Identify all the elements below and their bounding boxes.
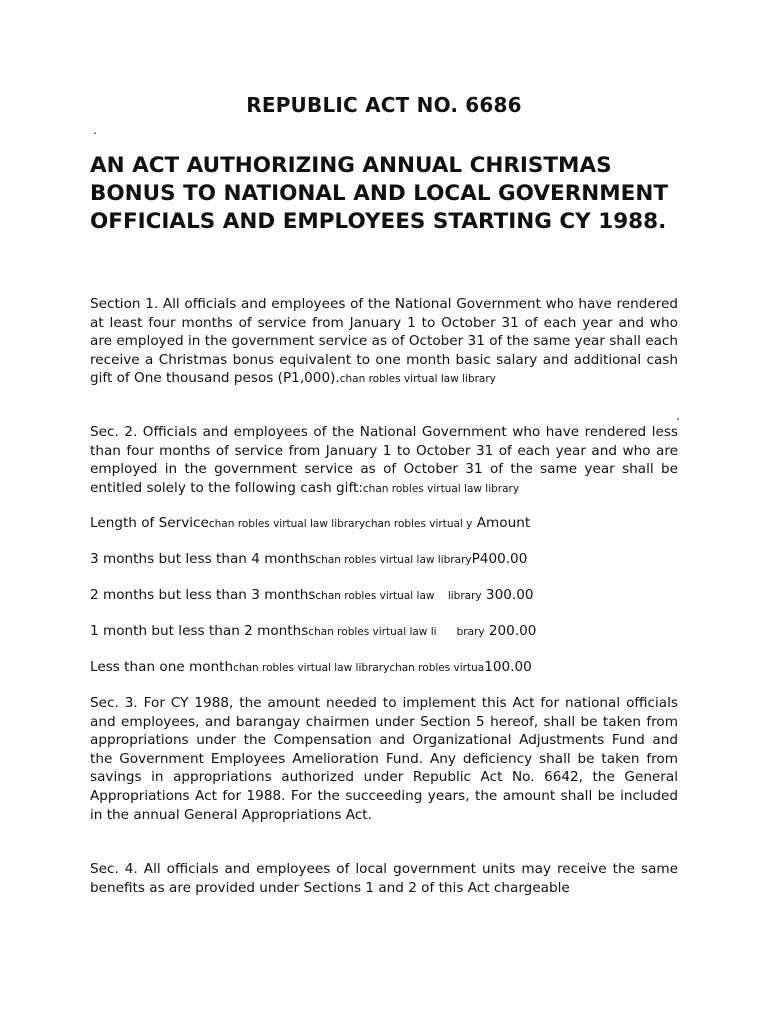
- row-label: 1 month but less than 2 months: [90, 623, 309, 639]
- section-1: [90, 295, 678, 389]
- row-amount: P400.00: [471, 551, 528, 567]
- table-header-label: Length of Service: [90, 515, 209, 531]
- row-label: 2 months but less than 3 months: [90, 587, 316, 603]
- table-row: [90, 658, 532, 677]
- row-note: chan robles virtual law library: [315, 554, 472, 566]
- row-label: Less than one month: [90, 659, 234, 675]
- section-2: [90, 423, 678, 498]
- stray-dot: .: [93, 123, 97, 137]
- row-amount: 100.00: [484, 659, 532, 675]
- table-header-value: Amount: [472, 515, 531, 531]
- row-label: 3 months but less than 4 months: [90, 551, 316, 567]
- row-note: chan robles virtual law li brary: [308, 626, 485, 638]
- row-amount: 200.00: [484, 623, 537, 639]
- table-header-note: chan robles virtual law librarychan robles virtual y: [208, 518, 473, 530]
- section-2-text: Sec. 2. Officials and employees of the National Government who have rendered less than four months of service from January 1 to October 31 of each year and who are employed in the government service as of October 31 of the same year shall be entitled solely to the following cash gift:: [90, 424, 678, 496]
- row-note: chan robles virtual law library: [315, 590, 482, 602]
- stray-dot: .: [676, 409, 680, 423]
- section-4: Sec. 4. All officials and employees of local government units may receive the same benefits as are provided under Sections 1 and 2 of this Act chargeable: [90, 861, 678, 896]
- section-2-note: chan robles virtual law library: [362, 482, 520, 495]
- act-title: AN ACT AUTHORIZING ANNUAL CHRISTMAS BONUS TO NATIONAL AND LOCAL GOVERNMENT OFFICIALS AND EMPLOYEES STARTING CY 1988.: [90, 153, 668, 234]
- row-note: chan robles virtual law librarychan robles virtua: [233, 662, 485, 674]
- act-number-heading: REPUBLIC ACT NO. 6686: [246, 93, 522, 117]
- section-3: Sec. 3. For CY 1988, the amount needed to implement this Act for national officials and employees, and barangay chairmen under Section 5 hereof, shall be taken from appropriations under the Compensation and Organizational Adjustments Fund and the Government Employees Amelioration Fund. Any deficiency shall be taken from savings in appropriations authorized under Republic Act No. 6642, the General Appropriations Act for 1988. For the succeeding years, the amount shall be included in the annual General Appropriations Act.: [90, 695, 678, 823]
- row-amount: 300.00: [481, 587, 534, 603]
- table-row: [90, 550, 527, 569]
- section-1-note: chan robles virtual law library: [339, 373, 496, 386]
- table-row: [90, 586, 534, 605]
- table-row: [90, 622, 536, 641]
- section-1-text: Section 1. All officials and employees of the National Government who have rendered at least four months of service from January 1 to October 31 of each year and who are employed in the government service as of October 31 of the same year shall each receive a Christmas bonus equivalent to one month basic salary and additional cash gift of One thousand pesos (P1,000).: [90, 296, 678, 387]
- table-header: [90, 514, 530, 533]
